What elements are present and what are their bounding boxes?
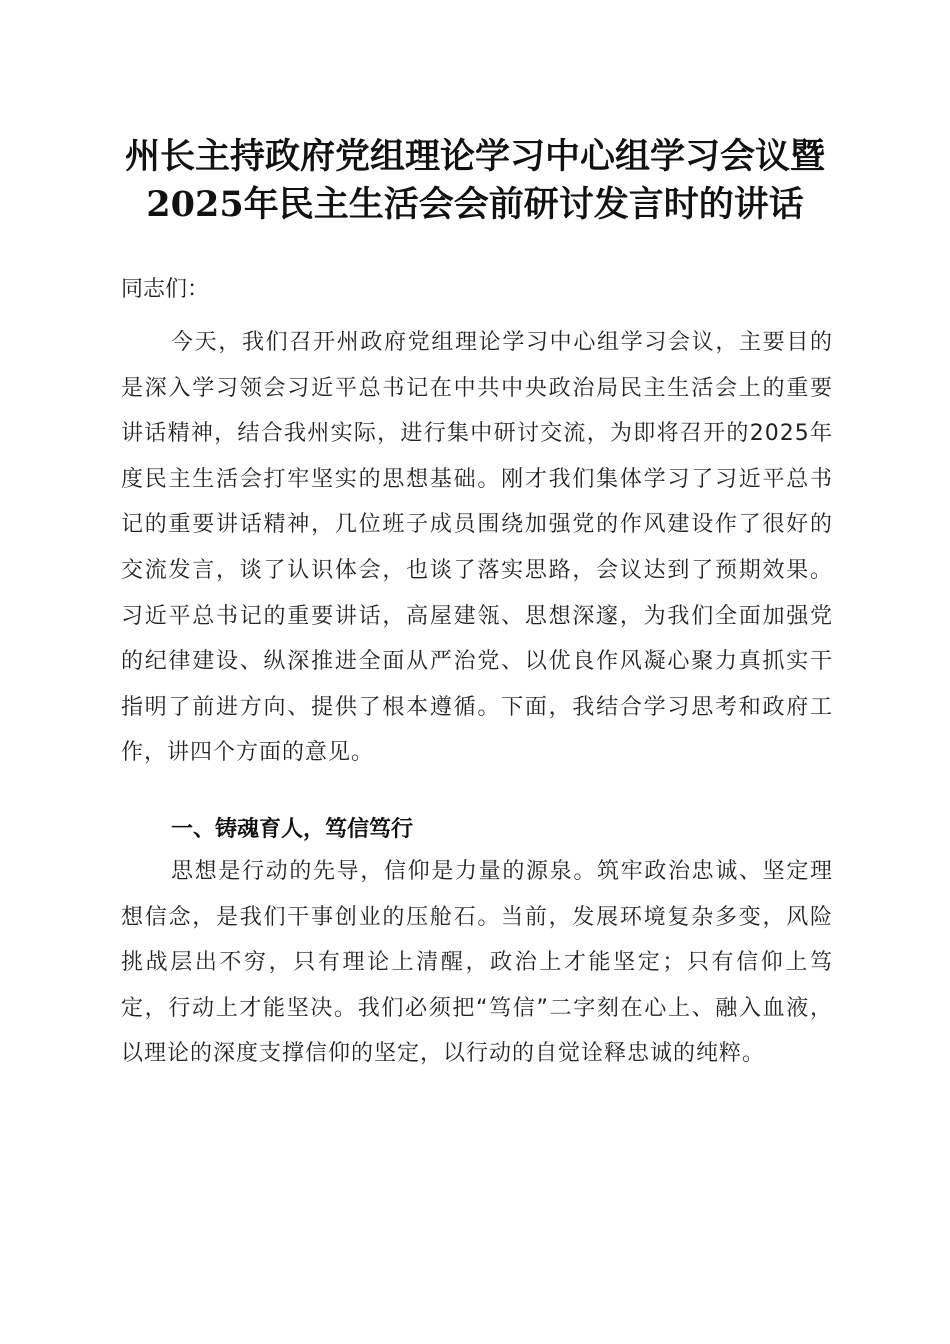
document-title-line-1: 州长主持政府党组理论学习中心组学习会议暨 [124,136,825,177]
document-title-line-2: 2025年民主生活会会前研讨发言时的讲话 [146,184,804,225]
paragraph-opening: 今天，我们召开州政府党组理论学习中心组学习会议，主要目的是深入学习领会习近平总书记在中共中央政治局民主生活会上的重要讲话精神，结合我州实际，进行集中研讨交流，为即将召开的2025年度民主生活会打牢坚实的思想基础。刚才我们集体学习了习近平总书记的重要讲话精神，几位班子成员围绕加强党的作风建设作了很好的交流发言，谈了认识体会，也谈了落实思路，会议达到了预期效果。习近平总书记的重要讲话，高屋建瓴、思想深邃，为我们全面加强党的纪律建设、纵深推进全面从严治党、以优良作风凝心聚力真抓实干指明了前进方向、提供了根本遵循。下面，我结合学习思考和政府工作，讲四个方面的意见。 [121,330,833,766]
salutation: 同志们： [121,277,210,302]
section-heading-1: 一、铸魂育人，笃信笃行 [171,817,414,842]
paragraph-section-1: 思想是行动的先导，信仰是力量的源泉。筑牢政治忠诚、坚定理想信念，是我们干事创业的压舱石。当前，发展环境复杂多变，风险挑战层出不穷，只有理论上清醒，政治上才能坚定；只有信仰上笃定，行动上才能坚决。我们必须把“笃信”二字刻在心上、融入血液，以理论的深度支撑信仰的坚定，以行动的自觉诠释忠诚的纯粹。 [121,859,833,1067]
